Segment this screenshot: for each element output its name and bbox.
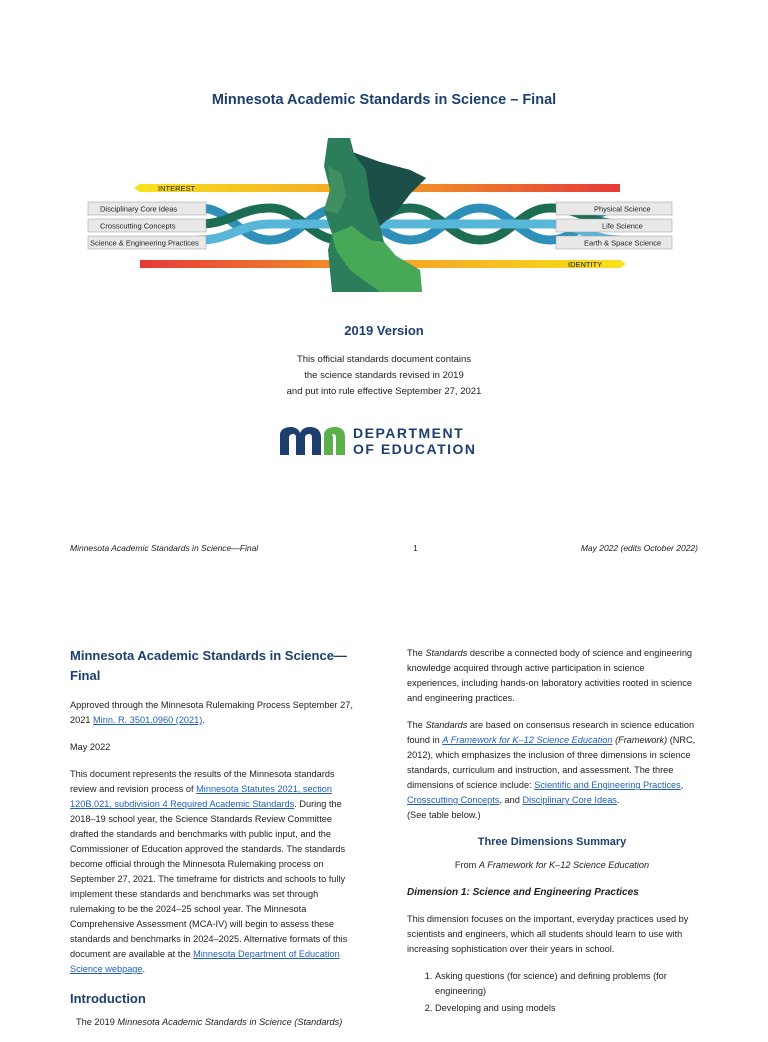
- p2-em2: (Framework): [615, 735, 668, 745]
- standards-braid-illustration: [80, 130, 680, 300]
- overview-paragraph: This document represents the results of the Minnesota standards review and revision process of Minnesota Statutes 2021, section 120B.021, subdivision 4 Required Academic Standards. During the 2018–19 school year, the Science Standards Review Committee drafted the standards and benchmarks with public input, and the Commissioner of Education approved the standards. The standards become official through the Minnesota Rulemaking process on September 27, 2021. The timeframe for districts and schools to fully implement these standards and benchmarks was set through rulemaking to be the 2024–25 school year. The Minnesota Comprehensive Assessment (MCA-IV) will begin to assess these standards and benchmarks in 2024–2025. Alternative formats of this document are available at the Minnesota Department of Education Science webpage.: [70, 769, 348, 974]
- logo-line-1: DEPARTMENT: [353, 425, 465, 441]
- p2-pre: The: [407, 720, 423, 730]
- p1-rest: describe a connected body of science and engineering knowledge acquired through active participation in science experiences, including hands-on laboratory activities rooted in science and engineering practices.: [407, 648, 693, 703]
- intro-paragraph: [70, 1015, 360, 1030]
- summary-from: From: [454, 860, 477, 870]
- cover-title: Minnesota Academic Standards in Science – Final: [211, 92, 557, 108]
- right-column: [407, 646, 697, 1018]
- label-science-engineering-practices: Science & Engineering Practices: [90, 238, 199, 248]
- approved-text: Approved through the Minnesota Rulemaking Process September 27, 2021: [70, 700, 353, 725]
- p1-em: Standards: [425, 648, 468, 658]
- introduction-heading: Introduction: [70, 991, 146, 1006]
- section-heading: Minnesota Academic Standards in Science—Final: [70, 648, 347, 683]
- list-item: 1. Asking questions (for science) and defining problems (for engineering): [435, 969, 697, 999]
- left-column: [70, 646, 360, 1042]
- list-item: 2. Developing and using models: [435, 1001, 697, 1016]
- sep-link[interactable]: Scientific and Engineering Practices: [534, 780, 681, 790]
- mde-logo: [278, 423, 508, 459]
- logo-line-2: OF EDUCATION: [353, 441, 477, 457]
- cover-desc-line: and put into rule effective September 27, 2021: [286, 386, 482, 397]
- dci-link[interactable]: Disciplinary Core Ideas: [522, 795, 617, 805]
- footer-doc-title: Minnesota Academic Standards in Science—Final: [70, 543, 259, 553]
- framework-link[interactable]: A Framework for K–12 Science Education: [442, 735, 613, 745]
- ccc-link[interactable]: Crosscutting Concepts: [407, 795, 500, 805]
- cover-desc-line: the science standards revised in 2019: [304, 370, 464, 381]
- approved-paragraph: Approved through the Minnesota Rulemaking Process September 27, 2021 Minn. R. 3501.0960 (2021).: [70, 700, 353, 725]
- label-identity: IDENTITY: [568, 260, 603, 269]
- label-earth-space-science: Earth & Space Science: [584, 238, 662, 248]
- p1-pre: The: [407, 648, 423, 658]
- label-life-science: Life Science: [602, 221, 643, 231]
- intro-text-em: Minnesota Academic Standards in Science (Standards): [117, 1017, 343, 1027]
- p2-rest: (NRC, 2012), which emphasizes the inclusion of three dimensions in science standards, curriculum and instruction, and assessment. The three dimensions of science include:: [407, 735, 696, 790]
- cover-description: [0, 352, 768, 400]
- standards-paragraph: [407, 646, 697, 706]
- overview-text-1: This document represents the results of the Minnesota standards review and revision process of: [70, 769, 335, 794]
- label-disciplinary-core-ideas: Disciplinary Core Ideas: [100, 204, 178, 214]
- dimension-1-title: Dimension 1: Science and Engineering Practices: [407, 887, 639, 898]
- intro-text: The 2019: [76, 1017, 115, 1027]
- framework-paragraph: The Standards are based on consensus research in science education found in A Framework for K–12 Science Education (Framework) (NRC, 2012), which emphasizes the inclusion of three dimensions in science standards, curriculum and instruction, and assessment. The three dimensions of science include: Scientific and Engineering Practices, Crosscutting Concepts, and Disciplinary Core Ideas. (See table below.): [407, 720, 696, 820]
- mn-logo-mark: [278, 425, 346, 457]
- p2-mid: are based on consensus research in science education found in: [407, 720, 695, 745]
- see-table: (See table below.): [407, 810, 481, 820]
- dimension-1-text: This dimension focuses on the important, everyday practices used by scientists and engineers, which all students should learn to use with increasing sophistication over their years in school.: [407, 914, 689, 954]
- label-crosscutting-concepts: Crosscutting Concepts: [100, 221, 176, 231]
- practices-list: [407, 969, 697, 1016]
- overview-text-2: . During the 2018–19 school year, the Science Standards Review Committee drafted the standards and benchmarks with public input, and the Commissioner of Education approved the standards. The standards become official through the Minnesota Rulemaking process on September 27, 2021. The timeframe for districts and schools to fully implement these standards and benchmarks was set through rulemaking to be the 2024–25 school year. The Minnesota Comprehensive Assessment (MCA-IV) will begin to assess these standards and benchmarks in 2024–2025. Alternative formats of this document are available at the: [70, 799, 348, 959]
- version-heading: 2019 Version: [344, 323, 424, 338]
- logo-text: [353, 425, 477, 457]
- date-text: May 2022: [70, 742, 111, 752]
- statutes-link[interactable]: Minnesota Statutes 2021, section 120B.021, subdivision 4 Required Academic Standards: [70, 784, 333, 809]
- minn-rule-link[interactable]: Minn. R. 3501.0960 (2021): [93, 715, 203, 725]
- summary-title: Three Dimensions Summary: [477, 836, 627, 848]
- footer-date: May 2022 (edits October 2022): [580, 543, 698, 553]
- label-interest: INTEREST: [158, 184, 196, 193]
- label-physical-science: Physical Science: [594, 204, 651, 214]
- mde-science-link[interactable]: Minnesota Department of Education Science webpage: [70, 949, 340, 974]
- cover-desc-line: This official standards document contains: [296, 354, 472, 365]
- footer-page-number: 1: [413, 543, 418, 553]
- and-text: , and: [499, 795, 520, 805]
- summary-source: [407, 858, 697, 873]
- p2-em: Standards: [425, 720, 468, 730]
- minnesota-map: [324, 138, 426, 292]
- summary-from-em: A Framework for K–12 Science Education: [478, 860, 650, 870]
